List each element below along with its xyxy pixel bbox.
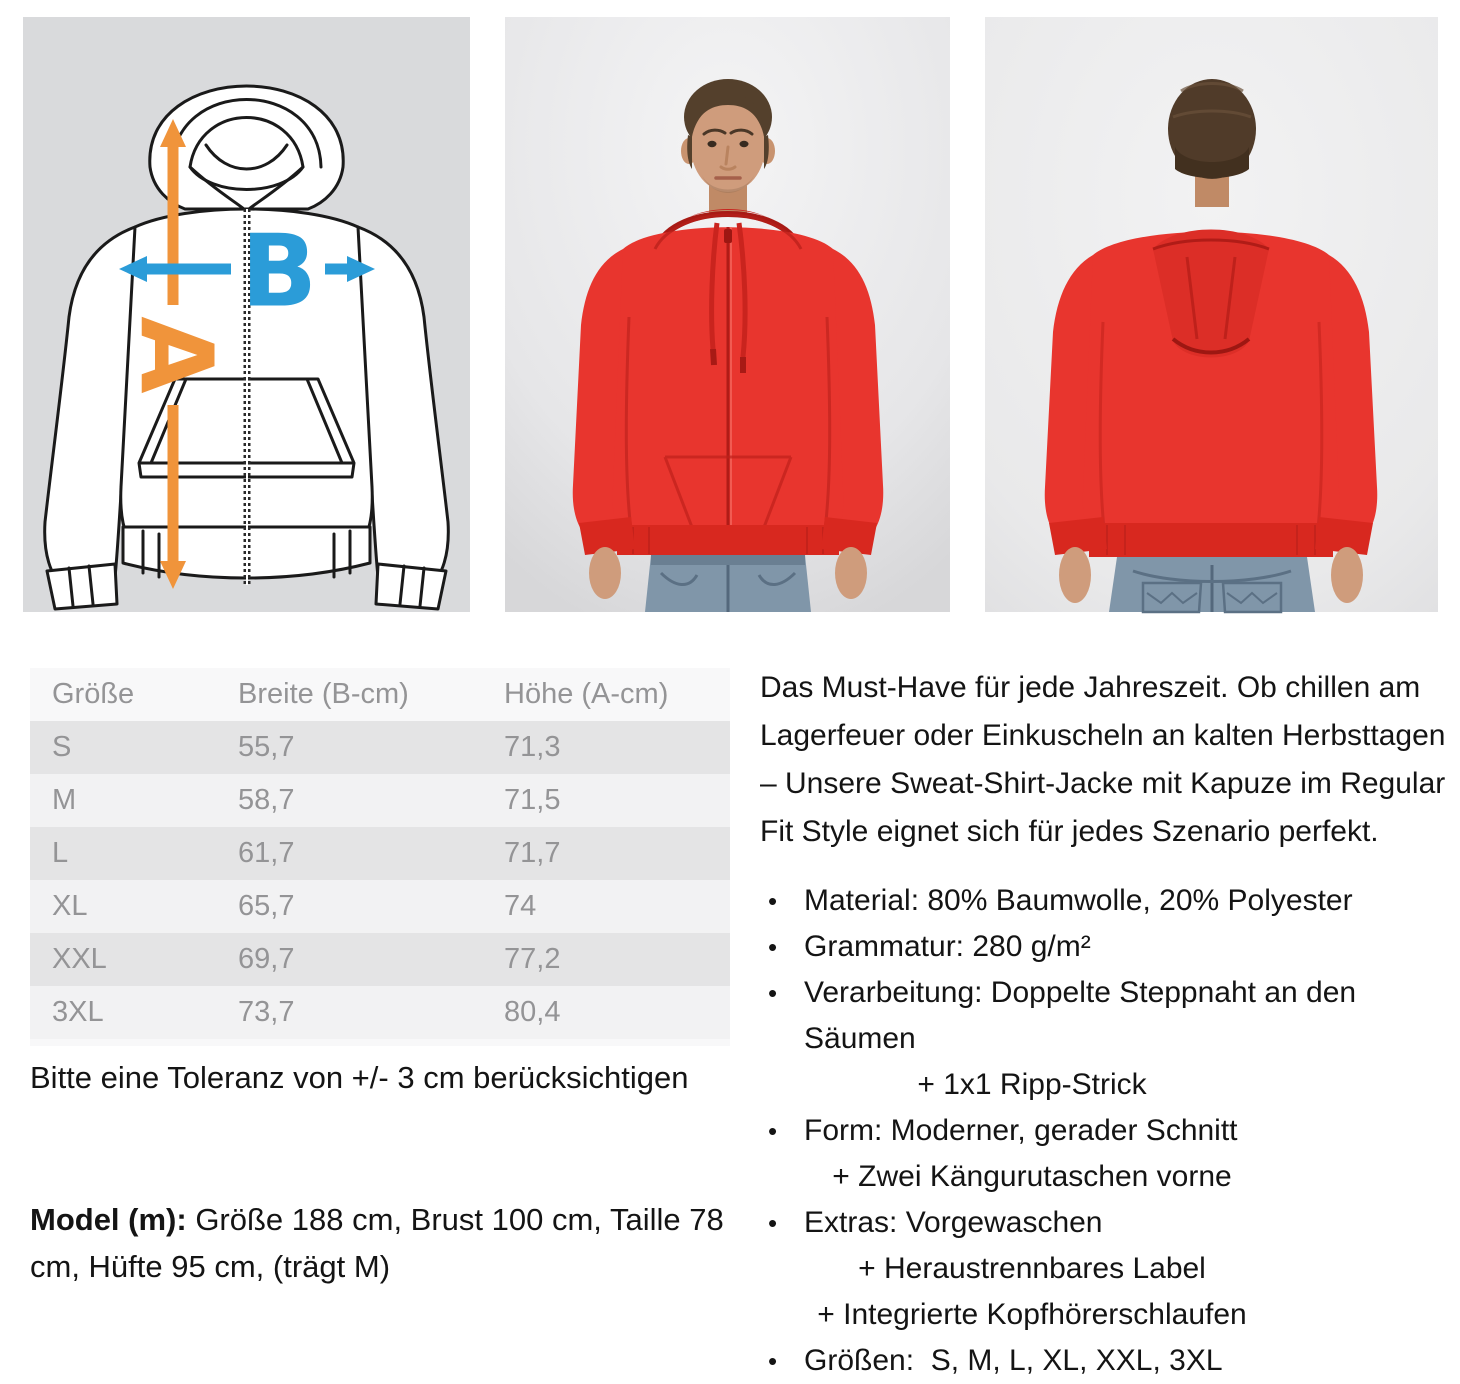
table-cell-width: 58,7 xyxy=(238,784,295,816)
table-header-size: Größe xyxy=(52,678,135,710)
table-cell-size: 3XL xyxy=(52,996,104,1028)
table-row xyxy=(30,721,730,774)
feature-item xyxy=(760,878,1460,924)
table-header-height: Höhe (A-cm) xyxy=(504,678,669,710)
product-photo-front xyxy=(505,17,950,612)
description-intro: Das Must-Have für jede Jahreszeit. Ob chillen am Lagerfeuer oder Einkuscheln an kalten Herbsttagen – Unsere Sweat-Shirt-Jacke mit Kapuze im Regular Fit Style eignet sich für jedes Szenario perfekt. xyxy=(760,671,1446,848)
model-info-label: Model (m): xyxy=(30,1202,187,1237)
measure-label-b: B xyxy=(240,212,318,330)
feature-item xyxy=(760,924,1460,970)
feature-text: Grammatur: 280 g/m² xyxy=(804,930,1091,963)
tolerance-note: Bitte eine Toleranz von +/- 3 cm berücksichtigen xyxy=(30,1060,689,1095)
measure-label-a: A xyxy=(117,316,235,394)
table-cell-height: 77,2 xyxy=(504,943,561,975)
feature-text: Verarbeitung: Doppelte Steppnaht an den Säumen xyxy=(804,976,1365,1055)
table-row xyxy=(30,986,730,1039)
feature-item xyxy=(760,1108,1460,1200)
feature-item xyxy=(760,970,1460,1108)
size-table xyxy=(30,668,730,1046)
feature-item xyxy=(760,1200,1460,1338)
feature-text: Extras: Vorgewaschen xyxy=(804,1206,1103,1239)
feature-text: Material: 80% Baumwolle, 20% Polyester xyxy=(804,884,1353,917)
table-cell-height: 71,3 xyxy=(504,731,561,763)
feature-extra: + Integrierte Kopfhörerschlaufen xyxy=(817,1298,1247,1331)
size-diagram-panel xyxy=(23,17,470,612)
table-cell-width: 61,7 xyxy=(238,837,295,869)
table-header-width: Breite (B-cm) xyxy=(238,678,409,710)
product-photo-back xyxy=(985,17,1438,612)
table-cell-width: 69,7 xyxy=(238,943,295,975)
feature-item xyxy=(760,1338,1460,1384)
table-cell-height: 71,7 xyxy=(504,837,561,869)
model-info xyxy=(30,1196,754,1290)
table-cell-size: M xyxy=(52,784,77,816)
table-cell-width: 55,7 xyxy=(238,731,295,763)
table-row xyxy=(30,933,730,986)
model-info-text: Größe 188 cm, Brust 100 cm, Taille 78 cm, Hüfte 95 cm, (trägt M) xyxy=(30,1202,724,1284)
table-cell-size: L xyxy=(52,837,69,869)
product-description xyxy=(760,664,1460,1384)
model-front-illustration xyxy=(505,17,950,612)
table-cell-width: 65,7 xyxy=(238,890,295,922)
table-header-row xyxy=(30,668,730,721)
size-table-body xyxy=(30,721,730,1039)
table-cell-height: 71,5 xyxy=(504,784,561,816)
feature-extra: + 1x1 Ripp-Strick xyxy=(917,1068,1147,1101)
table-row xyxy=(30,827,730,880)
table-cell-height: 74 xyxy=(504,890,537,922)
feature-text: Größen: S, M, L, XL, XXL, 3XL xyxy=(804,1344,1223,1377)
feature-list xyxy=(760,878,1460,1384)
feature-extra: + Zwei Kängurutaschen vorne xyxy=(832,1160,1232,1193)
feature-text: Form: Moderner, gerader Schnitt xyxy=(804,1114,1238,1147)
feature-extra: + Heraustrennbares Label xyxy=(858,1252,1206,1285)
hoodie-measurement-diagram xyxy=(23,17,470,612)
table-cell-size: XXL xyxy=(52,943,107,975)
table-row xyxy=(30,774,730,827)
table-cell-height: 80,4 xyxy=(504,996,561,1028)
table-cell-width: 73,7 xyxy=(238,996,295,1028)
model-back-illustration xyxy=(985,17,1438,612)
table-row xyxy=(30,880,730,933)
table-cell-size: S xyxy=(52,731,72,763)
table-cell-size: XL xyxy=(52,890,88,922)
